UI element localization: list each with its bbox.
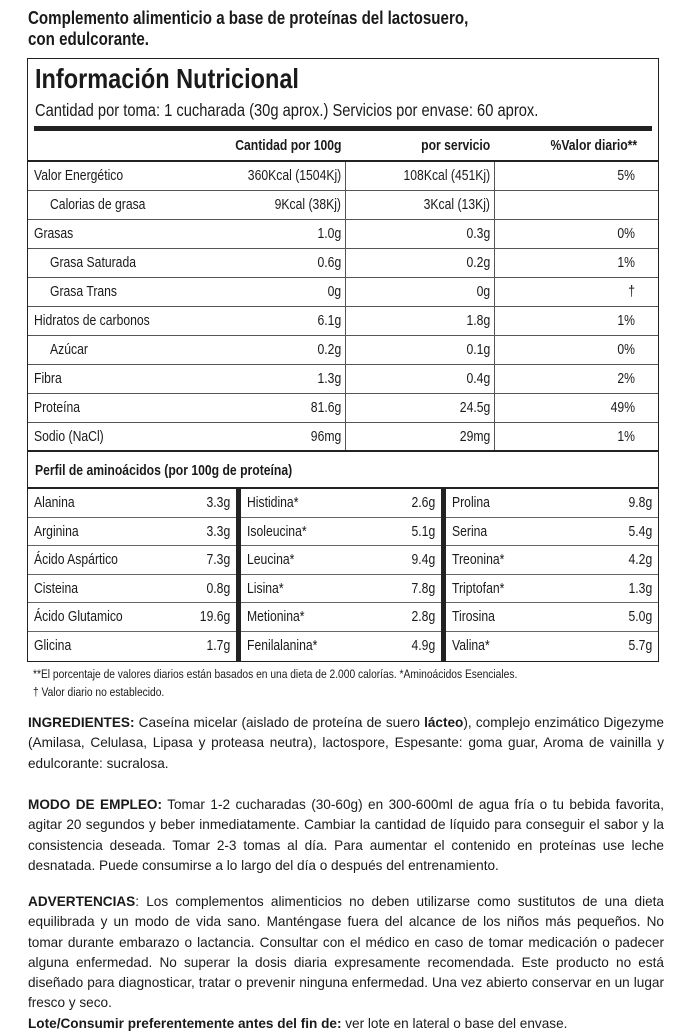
amino-profile-title-text: Perfil de aminoácidos (por 100g de proteína): [35, 463, 293, 479]
amino-value: 3.3g: [206, 495, 230, 511]
usage-label: MODO DE EMPLEO:: [28, 797, 162, 812]
amino-row: [446, 489, 658, 518]
nutrient-label: Proteína: [34, 400, 81, 416]
amino-value: 5.7g: [628, 637, 652, 654]
amino-row: [28, 632, 236, 661]
ingredients-text-after: ), complejo enzimático Digezyme (Amilasa, Celulasa, Lipasa y proteasa neutra), lactospore, Espesante: goma guar, Aroma de vainilla y edulcorante: sucralosa.: [28, 715, 664, 771]
nutrition-row: [28, 220, 658, 249]
column-separator: [345, 394, 346, 422]
amino-column-separator: [236, 489, 241, 661]
amino-value: 5.4g: [628, 523, 652, 540]
amino-row: [28, 546, 236, 575]
amino-row: [28, 603, 236, 632]
value-per-100g: 81.6g: [310, 400, 341, 416]
amino-value: 19.6g: [199, 609, 230, 625]
amino-name: Glicina: [34, 637, 72, 654]
value-daily-percent: 1%: [617, 255, 635, 271]
value-per-serving: 3Kcal (13Kj): [423, 197, 490, 213]
amino-row: [241, 603, 441, 632]
column-separator: [345, 162, 346, 190]
thick-divider: [34, 126, 652, 131]
column-header-daily-value-text: %Valor diario**: [550, 138, 637, 154]
amino-name: Treonina*: [452, 552, 505, 568]
value-per-serving: 29mg: [459, 429, 490, 445]
column-header-per-100g-text: Cantidad por 100g: [234, 138, 341, 154]
value-daily-percent: 5%: [617, 168, 635, 184]
amino-name: Leucina*: [247, 552, 295, 568]
column-separator: [494, 191, 495, 219]
amino-value: 4.9g: [411, 637, 435, 654]
column-separator: [494, 423, 495, 450]
nutrient-label: Calorias de grasa: [50, 197, 146, 213]
amino-name: Lisina*: [247, 580, 284, 597]
column-separator: [494, 394, 495, 422]
amino-row: [446, 518, 658, 547]
column-separator: [345, 423, 346, 450]
value-daily-percent: 1%: [617, 313, 635, 329]
value-per-serving: 0.1g: [466, 342, 490, 358]
value-daily-percent: 0%: [617, 342, 635, 358]
amino-column-separator: [441, 489, 446, 661]
amino-column-2: [241, 489, 441, 661]
amino-name: Isoleucina*: [247, 523, 307, 540]
warnings-label: ADVERTENCIAS: [28, 894, 136, 909]
value-per-serving: 0.2g: [466, 255, 490, 271]
nutrition-row: [28, 365, 658, 394]
amino-value: 9.8g: [628, 495, 652, 511]
nutrient-label: Sodio (NaCl): [34, 429, 104, 445]
footnote-daily-values-text: **El porcentaje de valores diarios están basados en una dieta de 2.000 calorías. *Aminoácidos Esenciales.: [33, 667, 518, 681]
amino-value: 0.8g: [206, 580, 230, 597]
nutrient-label: Valor Energético: [34, 168, 124, 184]
amino-row: [28, 489, 236, 518]
amino-row: [446, 575, 658, 604]
value-per-100g: 1.3g: [317, 371, 341, 387]
value-daily-percent: 0%: [617, 226, 635, 242]
amino-profile-title: [35, 462, 341, 480]
nutrition-row: [28, 307, 658, 336]
amino-column-1: [28, 489, 236, 661]
warnings-text: : Los complementos alimenticios no deben utilizarse como sustitutos de una dieta equilibrada y un modo de vida sano. Manténgase fuera del alcance de los niños más pequeños. No tomar durante embarazo o lactancia. Consultar con el médico en caso de tomar medicación o padecer alguna enfermedad. No superar la dosis diaria expresamente recomendada. Este producto no está diseñado para diagnosticar, tratar o prevenir ninguna enfermedad. Una vez abierto conservar en un lugar fresco y seco.: [28, 894, 664, 1011]
nutrient-label: Hidratos de carbonos: [34, 313, 150, 329]
amino-name: Cisteina: [34, 580, 79, 597]
subtitle-line-2: con edulcorante.: [28, 29, 149, 49]
value-per-serving: 0g: [476, 284, 490, 300]
amino-value: 5.1g: [411, 523, 435, 540]
amino-row: [241, 546, 441, 575]
value-per-100g: 96mg: [310, 429, 341, 445]
value-daily-percent: 49%: [610, 400, 635, 416]
ingredients-label: INGREDIENTES:: [28, 715, 135, 730]
amino-acid-grid: [28, 487, 658, 661]
nutrition-row: [28, 336, 658, 365]
amino-row: [241, 632, 441, 661]
amino-name: Fenilalanina*: [247, 637, 318, 654]
footnote-not-established: [33, 684, 189, 700]
amino-column-3: [446, 489, 658, 661]
amino-name: Tirosina: [452, 609, 495, 625]
value-per-serving: 24.5g: [459, 400, 490, 416]
column-separator: [494, 162, 495, 190]
value-daily-percent: †: [628, 284, 635, 300]
amino-name: Valina*: [452, 637, 490, 654]
column-separator: [494, 307, 495, 335]
column-separator: [494, 365, 495, 393]
amino-value: 7.8g: [411, 580, 435, 597]
amino-value: 2.8g: [411, 609, 435, 625]
nutrient-label: Fibra: [34, 371, 62, 387]
amino-value: 1.3g: [628, 580, 652, 597]
amino-row: [446, 632, 658, 661]
value-per-100g: 360Kcal (1504Kj): [247, 168, 341, 184]
amino-value: 2.6g: [411, 495, 435, 511]
nutrition-row: [28, 249, 658, 278]
value-per-100g: 0g: [327, 284, 341, 300]
footnote-not-established-text: † Valor diario no establecido.: [33, 685, 165, 699]
ingredients-section: [28, 713, 664, 774]
nutrient-label: Grasa Trans: [50, 284, 118, 300]
value-per-100g: 0.2g: [317, 342, 341, 358]
value-per-100g: 6.1g: [317, 313, 341, 329]
nutrient-label: Grasa Saturada: [50, 255, 136, 271]
amino-row: [28, 575, 236, 604]
column-separator: [345, 278, 346, 306]
usage-section: [28, 795, 664, 876]
serving-info: [35, 99, 634, 121]
warnings-section: [28, 892, 664, 1034]
amino-name: Alanina: [34, 495, 75, 511]
amino-name: Metionina*: [247, 609, 305, 625]
amino-name: Prolina: [452, 495, 490, 511]
column-separator: [494, 336, 495, 364]
column-separator: [494, 278, 495, 306]
lot-label: Lote/Consumir preferentemente antes del fin de:: [28, 1015, 342, 1031]
amino-value: 1.7g: [206, 637, 230, 654]
amino-name: Histidina*: [247, 495, 299, 511]
amino-row: [241, 575, 441, 604]
column-separator: [345, 249, 346, 277]
column-separator: [345, 191, 346, 219]
value-per-serving: 0.4g: [466, 371, 490, 387]
amino-name: Ácido Glutamico: [34, 609, 123, 625]
nutrition-row: [28, 423, 658, 452]
value-daily-percent: 1%: [617, 429, 635, 445]
ingredients-text-before: Caseína micelar (aislado de proteína de suero: [134, 715, 425, 730]
amino-value: 4.2g: [628, 552, 652, 568]
column-header-per-serving-text: por servicio: [420, 138, 490, 154]
column-separator: [494, 249, 495, 277]
column-separator: [494, 220, 495, 248]
allergen-highlight: lácteo: [424, 715, 464, 730]
nutrition-row: [28, 394, 658, 423]
nutrient-label: Grasas: [34, 226, 74, 242]
amino-value: 3.3g: [206, 523, 230, 540]
value-per-100g: 0.6g: [317, 255, 341, 271]
nutrition-title: [35, 63, 349, 95]
nutrition-title-text: Información Nutricional: [35, 63, 299, 94]
amino-row: [446, 546, 658, 575]
amino-value: 7.3g: [206, 552, 230, 568]
amino-row: [446, 603, 658, 632]
value-per-100g: 1.0g: [317, 226, 341, 242]
lot-text: ver lote en lateral o base del envase.: [341, 1015, 568, 1031]
amino-value: 9.4g: [411, 552, 435, 568]
nutrition-row: [28, 191, 658, 220]
value-per-serving: 0.3g: [466, 226, 490, 242]
value-per-serving: 108Kcal (451Kj): [403, 168, 490, 184]
amino-name: Serina: [452, 523, 488, 540]
column-separator: [345, 336, 346, 364]
value-daily-percent: [28, 196, 635, 214]
product-subtitle: [28, 8, 668, 50]
amino-name: Ácido Aspártico: [34, 552, 118, 568]
column-header-daily-value: [28, 137, 637, 155]
amino-value: 5.0g: [628, 609, 652, 625]
nutrition-row: [28, 162, 658, 191]
nutrient-label: Azúcar: [50, 342, 88, 358]
amino-row: [241, 489, 441, 518]
nutrition-row: [28, 278, 658, 307]
value-daily-percent: 2%: [617, 371, 635, 387]
column-separator: [345, 220, 346, 248]
column-separator: [345, 365, 346, 393]
value-per-serving: 1.8g: [466, 313, 490, 329]
amino-row: [28, 518, 236, 547]
amino-name: Arginina: [34, 523, 79, 540]
usage-text: Tomar 1-2 cucharadas (30-60g) en 300-600ml de agua fría o tu bebida favorita, agitar 20 segundos y beber inmediatamente. Cambiar la cantidad de líquido para conseguir el sabor y la consistencia deseada. Tomar 2-3 tomas al día. Para aumentar el contenido en proteínas use leche desnatada. Puede consumirse a lo largo del día o después del entrenamiento.: [28, 797, 665, 873]
subtitle-line-1: Complemento alimenticio a base de proteínas del lactosuero,: [28, 8, 469, 28]
amino-row: [241, 518, 441, 547]
footnote-daily-values: [33, 666, 610, 682]
serving-info-text: Cantidad por toma: 1 cucharada (30g aprox.) Servicios por envase: 60 aprox.: [35, 100, 539, 120]
value-per-100g: 9Kcal (38Kj): [274, 197, 341, 213]
nutrition-facts-panel: [27, 58, 659, 662]
amino-name: Triptofan*: [452, 580, 505, 597]
column-separator: [345, 307, 346, 335]
